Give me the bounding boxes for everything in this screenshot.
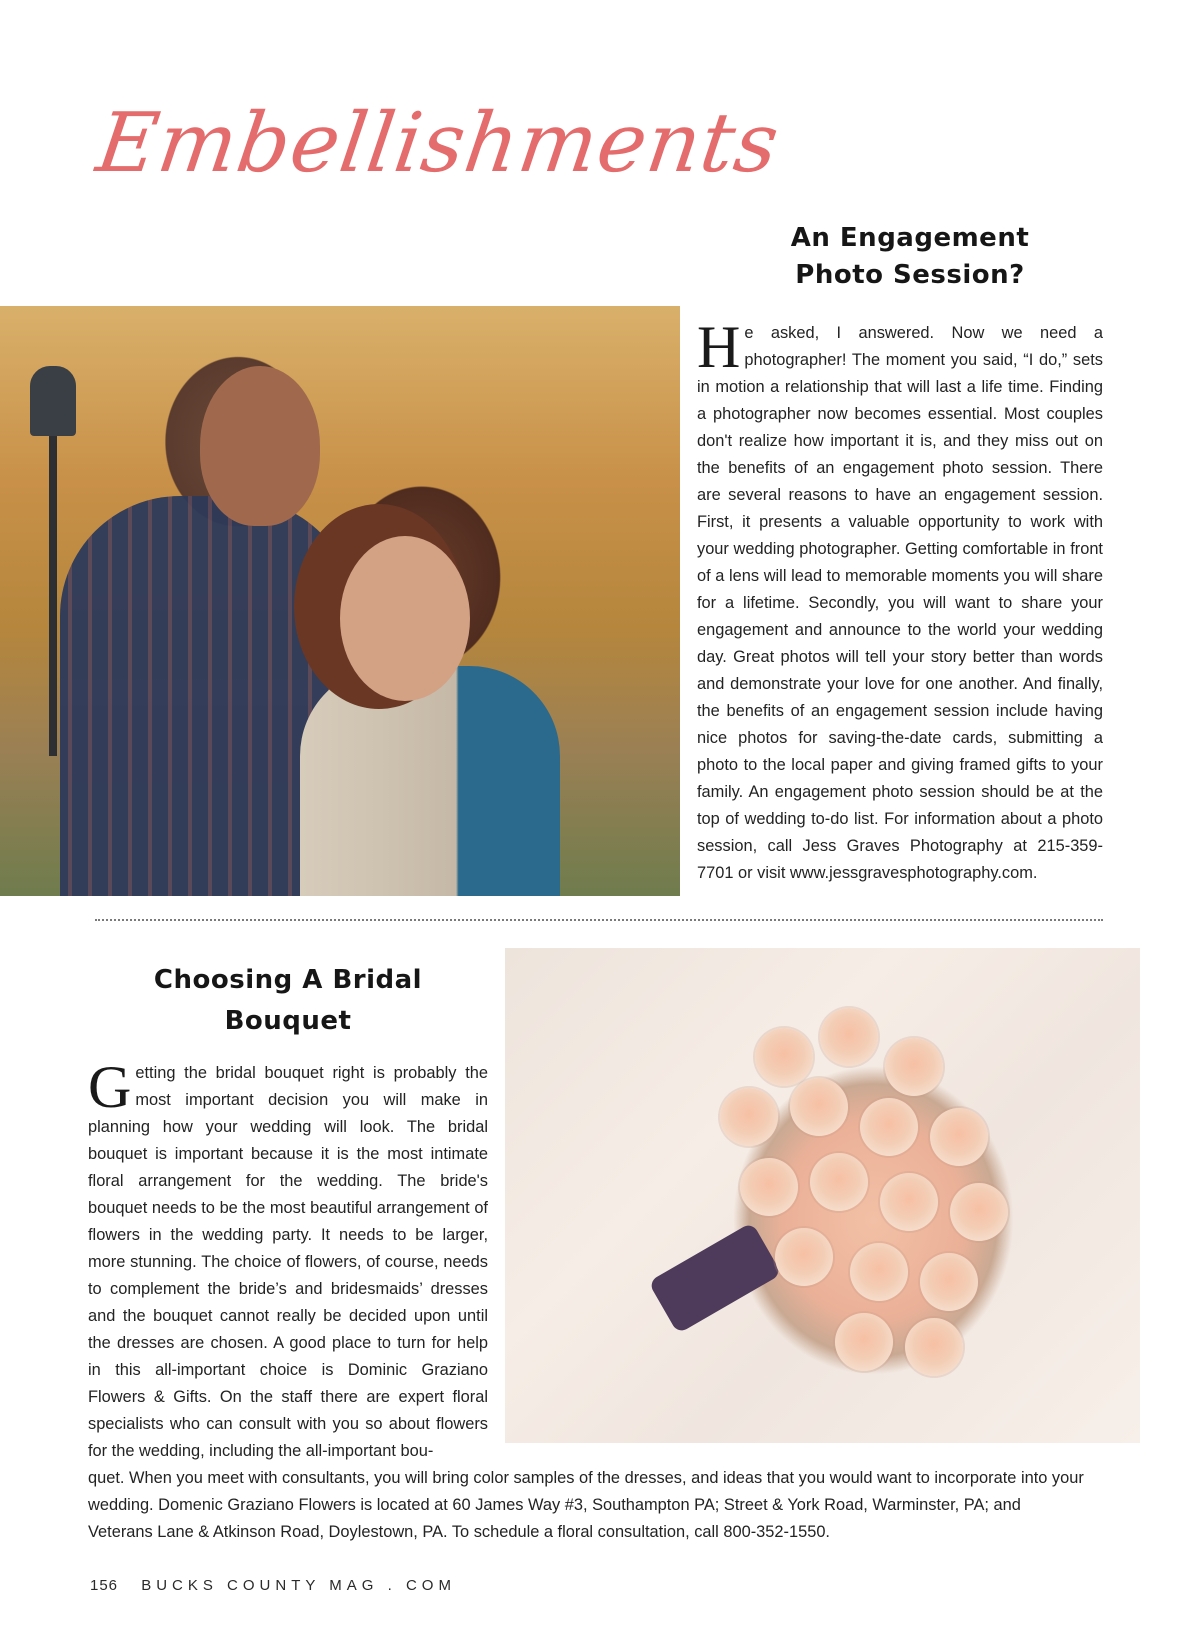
man-head [200, 366, 320, 526]
rose [920, 1253, 978, 1311]
lamp-post [49, 436, 57, 756]
section-divider [95, 919, 1103, 921]
bridal-bouquet-photo [505, 948, 1140, 1443]
article1-heading-line1: An Engagement [790, 223, 1030, 253]
article1-dropcap: H [697, 314, 741, 380]
rose [810, 1153, 868, 1211]
street-lamp [30, 366, 76, 436]
article2-heading-line2: Bouquet [224, 1006, 352, 1036]
article2-dropcap: G [88, 1054, 132, 1120]
page-footer [90, 1577, 456, 1594]
rose [720, 1088, 778, 1146]
woman-figure [300, 666, 560, 896]
article2-body-column [88, 1054, 488, 1465]
rose [790, 1078, 848, 1136]
article1-heading [700, 220, 1120, 294]
woman-head [340, 536, 470, 701]
rose [850, 1243, 908, 1301]
rose [905, 1318, 963, 1376]
article1-body-text: e asked, I answered. Now we need a photographer! The moment you said, “I do,” sets in motion a relationship that will last a life time. Finding a photographer now becomes essential. Most couples don't realize how important it is, and they miss out on the benefits of an engagement photo session. There are several reasons to have an engagement session. First, it presents a valuable opportunity to work with your wedding photographer. Getting comfortable in front of a lens will lead to memorable moments you will share for a lifetime. Secondly, you will want to share your engagement and announce to the world your wedding day. Great photos will tell your story better than words and demonstrate your love for one another. And finally, the benefits of an engagement session include having nice photos for saving-the-date cards, submitting a photo to the local paper and giving framed gifts to your family. An engagement photo session should be at the top of wedding to-do list. For information about a photo session, call Jess Graves Photography at 215-359-7701 or visit www.jessgravesphotography.com. [697, 324, 1103, 882]
page-number: 156 [90, 1577, 119, 1594]
rose [880, 1173, 938, 1231]
rose [930, 1108, 988, 1166]
section-title: Embellishments [91, 96, 786, 191]
rose [820, 1008, 878, 1066]
article2-heading [88, 960, 488, 1042]
article2-heading-line1: Choosing A Bridal [153, 965, 423, 995]
article1-body [697, 314, 1103, 887]
article2-body-full-width: quet. When you meet with consultants, you will bring color samples of the dresses, and ideas that you would want to incorporate into your wedding. Domenic Graziano Flowers is located at 60 James Way #3, Southampton PA; Street & York Road, Warminster, PA; and Veterans Lane & Atkinson Road, Doylestown, PA. To schedule a floral consultation, call 800-352-1550. [88, 1469, 1084, 1541]
article1-heading-line2: Photo Session? [795, 260, 1025, 290]
rose [755, 1028, 813, 1086]
bouquet-stem [648, 1222, 782, 1334]
rose [740, 1158, 798, 1216]
rose [860, 1098, 918, 1156]
rose [950, 1183, 1008, 1241]
article2-body-text: etting the bridal bouquet right is probably the most important decision you will make in planning how your wedding will look. The bridal bouquet is important because it is the most intimate floral arrangement for the wedding. The bride's bouquet needs to be the most beautiful arrangement of flowers in the wedding party. It needs to be larger, more stunning. The choice of flowers, of course, needs to complement the bride’s and bridesmaids’ dresses and the bouquet cannot really be decided upon until the dresses are chosen. A good place to turn for help in this all-important choice is Dominic Graziano Flowers & Gifts. On the staff there are expert floral specialists who can consult with you so about flowers for the wedding, including the all-important bou- [88, 1064, 488, 1460]
engagement-couple-photo [0, 306, 680, 896]
rose [775, 1228, 833, 1286]
footer-site: BUCKS COUNTY MAG . COM [141, 1577, 456, 1594]
rose [835, 1313, 893, 1371]
rose [885, 1038, 943, 1096]
